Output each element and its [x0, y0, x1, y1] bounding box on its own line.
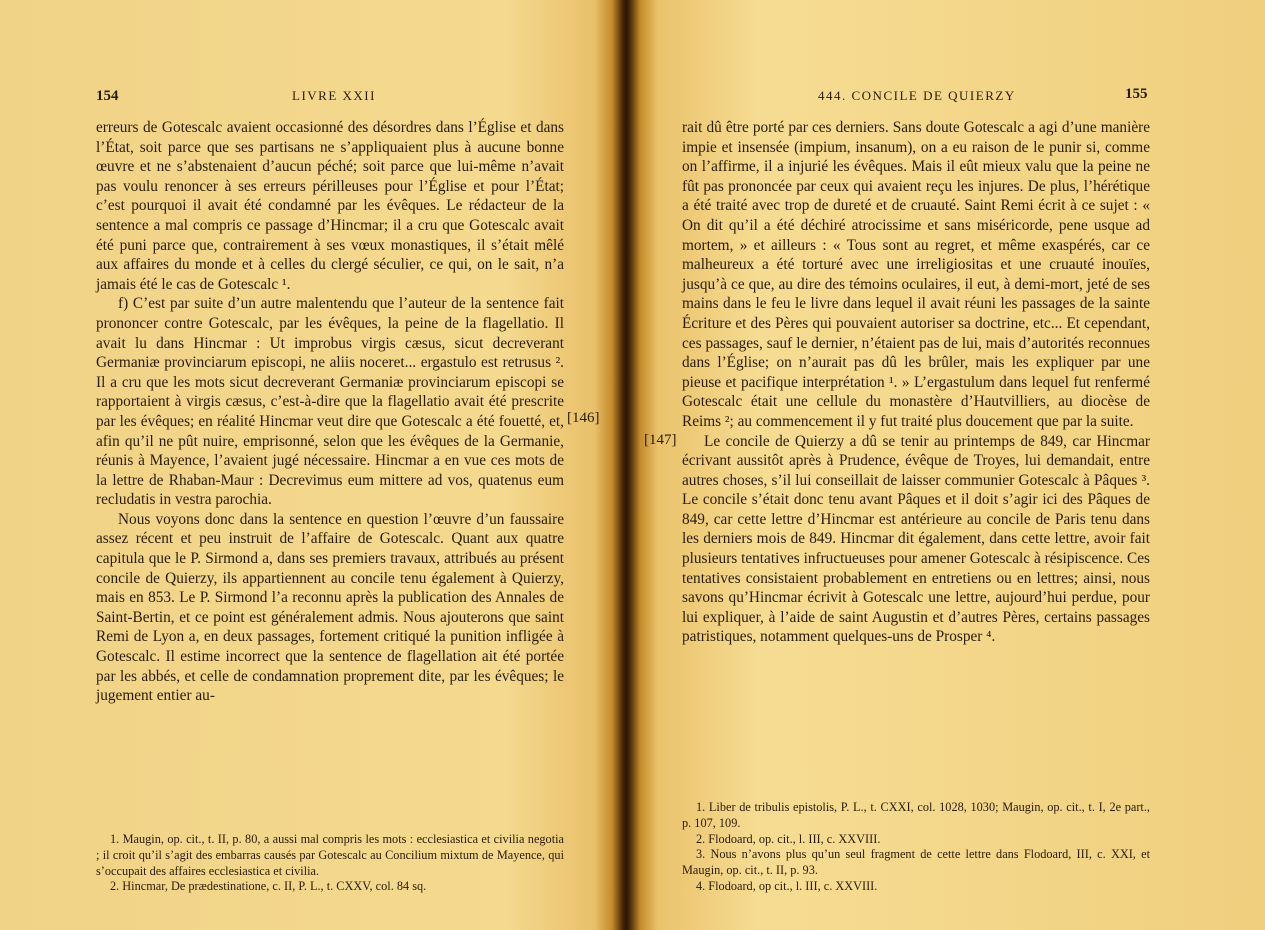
paragraph: erreurs de Gotescalc avaient occasionné des désordres dans l’Église et dans l’État, soit parce que ses partisans ne s’appliquaient plus à aucune bonne œuvre et ne s’abstenaient d’aucun péché; soit parce que lui-même n’avait pas voulu renoncer à ses erreurs périlleuses pour l’Église et pour l’État; c’est pourquoi il avait été condamné par les évêques. Le rédacteur de la sentence a mal compris ce passage d’Hincmar; il a cru que Gotescalc avait été puni parce que, contrairement à ses vœux monastiques, il s’était mêlé aux affaires du monde et à celles du clergé séculier, ce qui, on le sait, n’a jamais été le cas de Gotescalc ¹. [96, 119, 564, 293]
left-page [0, 0, 612, 930]
right-footnotes [682, 800, 1150, 895]
footnote: 4. Flodoard, op cit., l. III, c. XXVIII. [696, 878, 878, 893]
footnote: 3. Nous n’avons plus qu’un seul fragment de cette lettre dans Flodoard, III, c. XXI, et Maugin, op. cit., t. II, p. 93. [682, 847, 1150, 878]
margin-note: [146] [567, 410, 600, 426]
left-running-head: LIVRE XXII [292, 88, 376, 103]
paragraph: Nous voyons donc dans la sentence en question l’œuvre d’un faussaire assez récent et peu instruit de l’affaire de Gotescalc. Quant aux quatre capitula que le P. Sirmond a, dans ses premiers travaux, attribués au présent concile de Quierzy, ils appartiennent au concile tenu également à Quierzy, mais en 853. Le P. Sirmond l’a reconnu après la publication des Annales de Saint-Bertin, et ce point est généralement admis. Nous ajouterons que saint Remi de Lyon a, en deux passages, fortement critiqué la punition infligée à Gotescalc. Il estime incorrect que la sentence de flagellation ait été portée par les abbés, et celle de condamnation proprement dite, par les évêques; le jugement entier au- [96, 510, 564, 705]
footnote: 2. Flodoard, op. cit., l. III, c. XXVIII. [696, 831, 881, 846]
right-body-text [682, 118, 1150, 647]
margin-note: [147] [644, 432, 677, 448]
right-page [628, 0, 1265, 930]
paragraph: rait dû être porté par ces derniers. Sans doute Gotescalc a agi d’une manière impie et insensée (impium, insanum), on a eu raison de le punir si, comme on l’affirme, il a injurié les évêques. Mais il eût mieux valu que la peine ne fût pas prononcée par ceux qui avaient reçu les injures. De plus, l’hérétique a été traité avec trop de dureté et de cruauté. Saint Remi écrit à ce sujet : « On dit qu’il a été déchiré atrocissime et sans miséricorde, pene usque ad mortem, » et ailleurs : « Tous sont au regret, et même exaspérés, car ce malheureux a été torturé avec une irreligiositas et une cruauté inouïes, jusqu’à ce que, au dire des témoins oculaires, il eut, à demi-mort, jeté de ses mains dans le feu le livre dans lequel il avait réuni les passages de la sainte Écriture et des Pères qui pouvaient autoriser sa doctrine, etc... Et cependant, ces passages, sauf le dernier, n’étaient pas de lui, mais d’autorités reconnues dans l’Église; on n’aurait pas dû les brûler, mais les expliquer par une pieuse et pacifique interprétation ¹. » L’ergastulum dans lequel fut renfermé Gotescalc était une cellule du monastère d’Hautvilliers, au diocèse de Reims ²; au commencement il y fut traité plus doucement que par la suite. [682, 119, 1150, 430]
right-page-number: 155 [1125, 86, 1148, 102]
left-page-number: 154 [96, 88, 119, 104]
footnote: 1. Liber de tribulis epistolis, P. L., t. CXXI, col. 1028, 1030; Maugin, op. cit., t. I, 2e part., p. 107, 109. [682, 800, 1150, 830]
paragraph: f) C’est par suite d’un autre malentendu que l’auteur de la sentence fait prononcer contre Gotescalc, par les évêques, la peine de la flagellatio. Il avait lu dans Hincmar : Ut improbus virgis cæsus, sicut decreverant Germaniæ provinciarum episcopi, ne aliis noceret... ergastulo est retrusus ². Il a cru que les mots sicut decreverant Germaniæ provinciarum episcopi se rapportaient à virgis cæsus, c’est-à-dire que la flagellatio avait été prescrite par les évêques; en réalité Hincmar veut dire que Gotescalc a été fouetté, et, afin qu’il ne pût nuire, emprisonné, selon que les évêques de la Germanie, réunis à Mayence, l’avaient jugé nécessaire. Hincmar a en vue ces mots de la lettre de Rhaban-Maur : Decrevimus eum mittere ad vos, quatenus eum recludatis in vestra parochia. [96, 295, 564, 509]
footnote: 2. Hincmar, De prædestinatione, c. II, P. L., t. CXXV, col. 84 sq. [110, 879, 427, 894]
footnote: 1. Maugin, op. cit., t. II, p. 80, a aussi mal compris les mots : ecclesiastica et civilia negotia ; il croit qu’il s’agit des embarras causés par Gotescalc au Concilium mixtum de Mayence, qui s’occupait des affaires ecclesiastica et civilia. [96, 832, 564, 878]
right-running-head: 444. CONCILE DE QUIERZY [818, 88, 1016, 103]
left-body-text [96, 118, 564, 706]
paragraph: Le concile de Quierzy a dû se tenir au printemps de 849, car Hincmar écrivant aussitôt après à Prudence, évêque de Troyes, lui demandait, entre autres choses, s’il lui conseillait de laisser communier Gotescalc à Pâques ³. Le concile s’était donc tenu avant Pâques et il doit s’agir ici des Pâques de 849, car cette lettre d’Hincmar est antérieure au concile de Paris tenu dans les derniers mois de 849. Hincmar dit également, dans cette lettre, avoir fait plusieurs tentatives infructueuses pour amener Gotescalc à résipiscence. Ces tentatives consistaient probablement en entretiens ou en lettres; ainsi, nous savons qu’Hincmar écrivit à Gotescalc une lettre, aujourd’hui perdue, pour lui expliquer, à l’aide de saint Augustin et d’autres Pères, certains passages patristiques, notamment quelques-uns de Prosper ⁴. [682, 432, 1150, 646]
left-footnotes [96, 832, 564, 895]
